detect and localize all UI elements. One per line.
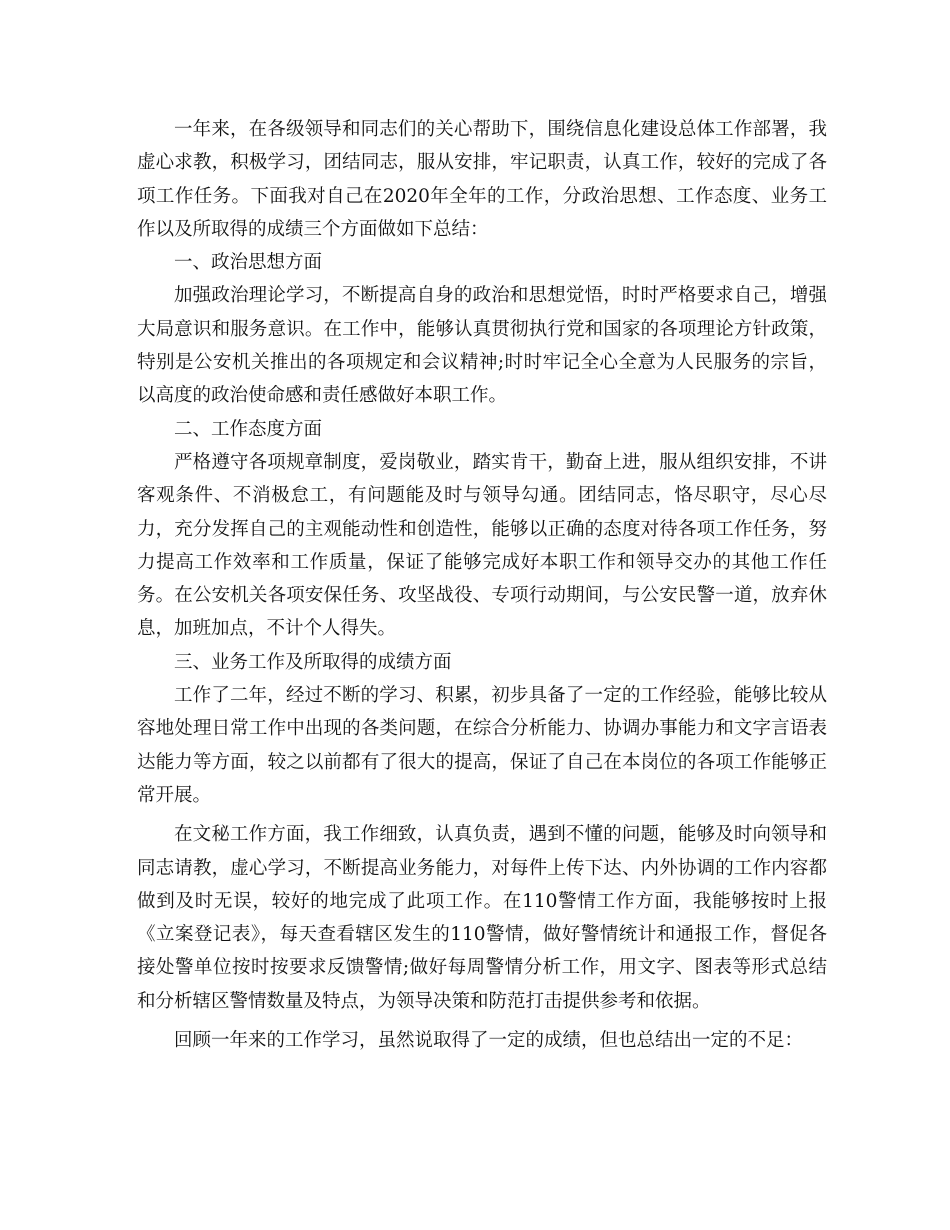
intro-paragraph: 一年来，在各级领导和同志们的关心帮助下，围绕信息化建设总体工作部署，我虚心求教，积极学习，团结同志，服从安排，牢记职责，认真工作，较好的完成了各项工作任务。下面我对自己在2020年全年的工作，分政治思想、工作态度、业务工作以及所取得的成绩三个方面做如下总结： <box>137 119 827 240</box>
business-paragraph: 工作了二年，经过不断的学习、积累，初步具备了一定的工作经验，能够比较从容地处理日常工作中出现的各类问题，在综合分析能力、协调办事能力和文字言语表达能力等方面，较之以前都有了很大的提高，保证了自己在本岗位的各项工作能够正常开展。 <box>137 685 827 806</box>
document-body <box>137 113 827 1057</box>
section-heading-attitude: 二、工作态度方面 <box>174 418 323 440</box>
section-heading-business: 三、业务工作及所取得的成绩方面 <box>174 651 452 673</box>
secretarial-paragraph: 在文秘工作方面，我工作细致，认真负责，遇到不懂的问题，能够及时向领导和同志请教，虚心学习，不断提高业务能力，对每件上传下达、内外协调的工作内容都做到及时无误，较好的地完成了此项工作。在110警情工作方面，我能够按时上报《立案登记表》，每天查看辖区发生的110警情，做好警情统计和通报工作，督促各接处警单位按时按要求反馈警情;做好每周警情分析工作，用文字、图表等形式总结和分析辖区警情数量及特点，为领导决策和防范打击提供参考和依据。 <box>137 824 827 1012</box>
political-paragraph: 加强政治理论学习，不断提高自身的政治和思想觉悟，时时严格要求自己，增强大局意识和服务意识。在工作中，能够认真贯彻执行党和国家的各项理论方针政策，特别是公安机关推出的各项规定和会议精神;时时牢记全心全意为人民服务的宗旨，以高度的政治使命感和责任感做好本职工作。 <box>137 285 827 407</box>
review-paragraph: 回顾一年来的工作学习，虽然说取得了一定的成绩，但也总结出一定的不足： <box>174 1030 804 1052</box>
attitude-paragraph: 严格遵守各项规章制度，爱岗敬业，踏实肯干，勤奋上进，服从组织安排，不讲客观条件、不消极怠工，有问题能及时与领导勾通。团结同志，恪尽职守，尽心尽力，充分发挥自己的主观能动性和创造性，能够以正确的态度对待各项工作任务，努力提高工作效率和工作质量，保证了能够完成好本职工作和领导交办的其他工作任务。在公安机关各项安保任务、攻坚战役、专项行动期间，与公安民警一道，放弃休息，加班加点，不计个人得失。 <box>137 451 827 640</box>
section-heading-political: 一、政治思想方面 <box>174 252 323 274</box>
